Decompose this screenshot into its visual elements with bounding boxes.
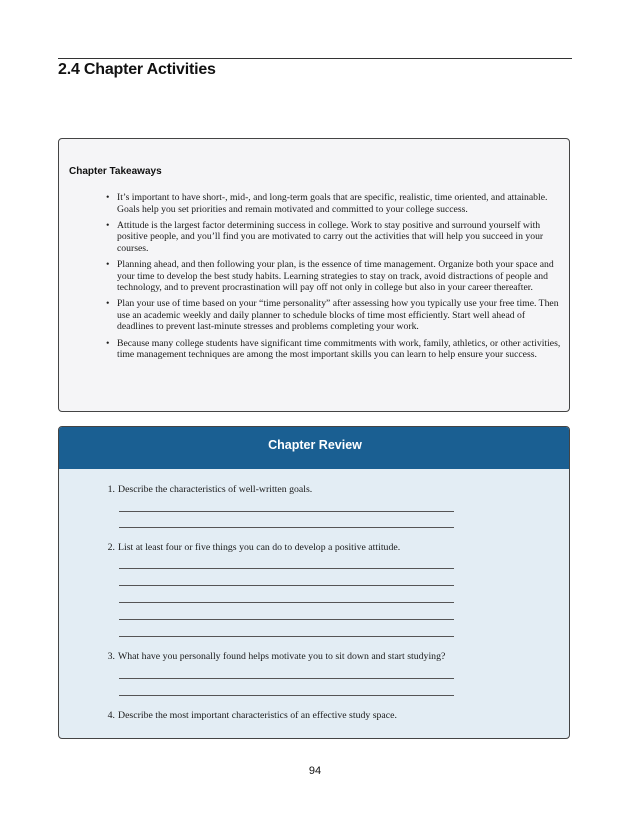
takeaway-text: Planning ahead, and then following your plan, is the essence of time management. Organize both your space and your time to develop the best study habits. Learning strategies to stay on track, avoid distractions of people and technology, and to prevent procrastination will pay off not only in college but also in your career thereafter. [117, 258, 554, 294]
review-header-bar [58, 426, 570, 469]
answer-line[interactable] [119, 511, 454, 512]
question-text: What have you personally found helps motivate you to sit down and start studying? [118, 651, 446, 662]
answer-line[interactable] [119, 636, 454, 637]
bullet-icon: • [106, 192, 110, 203]
section-heading: 2.4 Chapter Activities [58, 61, 216, 78]
top-rule [58, 58, 572, 59]
takeaway-item [106, 192, 561, 215]
takeaway-text: It’s important to have short-, mid-, and long-term goals that are specific, realistic, time oriented, and attainable. Goals help you set priorities and remain motivated and committed to your college success. [117, 192, 548, 215]
answer-line[interactable] [119, 678, 454, 679]
bullet-icon: • [106, 337, 110, 349]
answer-line[interactable] [119, 619, 454, 620]
answer-line[interactable] [119, 527, 454, 528]
takeaway-text: Because many college students have significant time commitments with work, family, athletics, or other activities, time management techniques are among the most important skills you can learn to help ensure your success. [117, 337, 561, 361]
takeaway-item [106, 298, 561, 333]
chapter-review-box [58, 426, 570, 739]
question-number: 3. [107, 651, 115, 662]
question-number: 1. [107, 484, 115, 495]
chapter-takeaways-box [58, 138, 570, 412]
takeaway-item [106, 258, 561, 294]
question-text: Describe the characteristics of well-written goals. [118, 484, 313, 495]
answer-line[interactable] [119, 695, 454, 696]
takeaways-list [106, 192, 561, 365]
bullet-icon: • [106, 298, 110, 310]
answer-line[interactable] [119, 585, 454, 586]
review-title: Chapter Review [268, 438, 362, 452]
question-text: List at least four or five things you can do to develop a positive attitude. [118, 542, 401, 553]
question-number: 2. [107, 542, 115, 553]
question-number: 4. [107, 710, 115, 721]
bullet-icon: • [106, 258, 110, 270]
answer-line[interactable] [119, 602, 454, 603]
bullet-icon: • [106, 219, 110, 231]
takeaway-item [106, 219, 561, 255]
page-number: 94 [308, 765, 322, 777]
question-text: Describe the most important characteristics of an effective study space. [118, 710, 397, 721]
takeaway-text: Plan your use of time based on your “time personality” after assessing how you typically use your free time. Then use an academic weekly and daily planner to schedule blocks of time most efficiently. Start well ahead of deadlines to prevent last-minute stresses and problems completing your work. [117, 298, 559, 333]
answer-line[interactable] [119, 568, 454, 569]
takeaway-item [106, 337, 561, 361]
takeaway-text: Attitude is the largest factor determining success in college. Work to stay positive and surround yourself with positive people, and you’ll find you are motivated to carry out the activities that will help you succeed in your courses. [117, 219, 544, 254]
takeaways-title: Chapter Takeaways [69, 166, 162, 177]
